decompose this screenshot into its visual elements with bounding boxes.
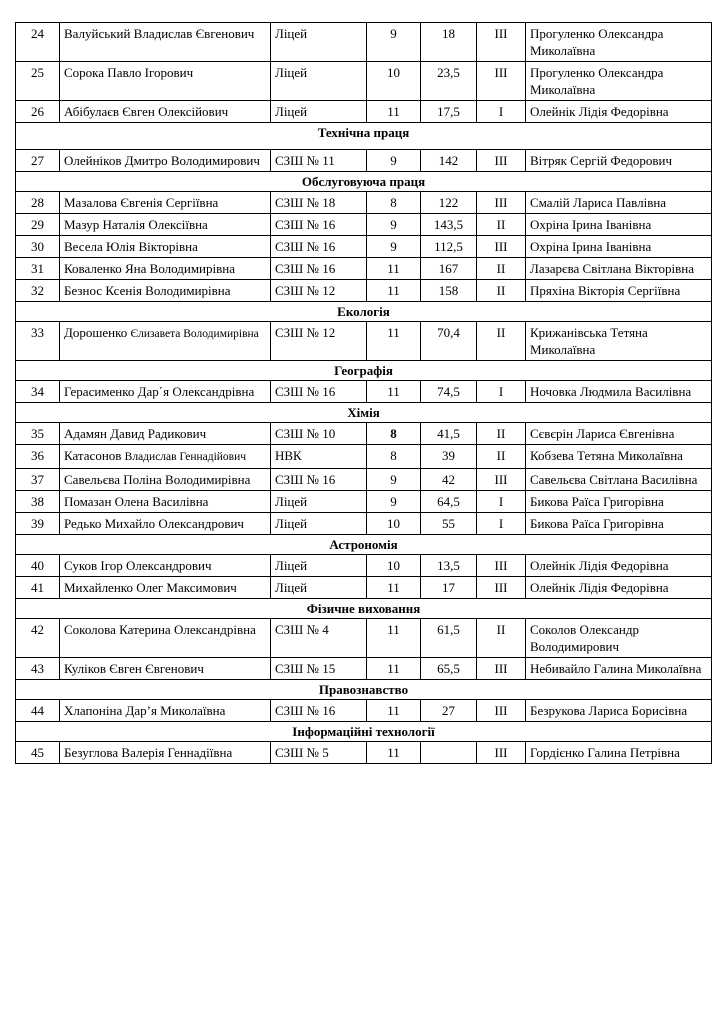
teacher-name: Ночовка Людмила Василівна	[526, 381, 712, 403]
table-row	[16, 491, 712, 513]
section-title: Технічна праця	[16, 123, 712, 150]
grade-cell: 9	[367, 491, 421, 513]
student-name: Савельєва Поліна Володимирівна	[60, 469, 271, 491]
score-cell: 70,4	[421, 322, 477, 361]
table-row	[16, 555, 712, 577]
row-number: 33	[16, 322, 60, 361]
row-number: 40	[16, 555, 60, 577]
table-row	[16, 280, 712, 302]
school-name: Ліцей	[271, 491, 367, 513]
section-header-row	[16, 722, 712, 742]
student-name: Михайленко Олег Максимович	[60, 577, 271, 599]
place-cell: III	[477, 192, 526, 214]
grade-cell: 10	[367, 555, 421, 577]
student-name: Герасименко Дар΄я Олександрівна	[60, 381, 271, 403]
school-name: Ліцей	[271, 23, 367, 62]
place-cell: III	[477, 742, 526, 764]
student-name: Олейніков Дмитро Володимирович	[60, 150, 271, 172]
table-row	[16, 423, 712, 445]
score-cell: 142	[421, 150, 477, 172]
row-number: 44	[16, 700, 60, 722]
score-cell: 42	[421, 469, 477, 491]
student-surname: Дорошенко	[64, 325, 128, 340]
grade-cell: 11	[367, 101, 421, 123]
teacher-name: Пряхіна Вікторія Сергіївна	[526, 280, 712, 302]
score-cell: 112,5	[421, 236, 477, 258]
grade-cell: 11	[367, 381, 421, 403]
grade-cell: 10	[367, 513, 421, 535]
row-number: 34	[16, 381, 60, 403]
row-number: 43	[16, 658, 60, 680]
student-name: Хлапоніна Дар’я Миколаївна	[60, 700, 271, 722]
teacher-name: Кобзева Тетяна Миколаївна	[526, 445, 712, 469]
grade-cell: 8	[367, 423, 421, 445]
school-name: СЗШ № 11	[271, 150, 367, 172]
school-name: Ліцей	[271, 62, 367, 101]
score-cell: 167	[421, 258, 477, 280]
school-name: СЗШ № 16	[271, 700, 367, 722]
student-surname: Катасонов	[64, 448, 122, 463]
row-number: 45	[16, 742, 60, 764]
score-cell: 65,5	[421, 658, 477, 680]
section-title: Фізичне виховання	[16, 599, 712, 619]
row-number: 31	[16, 258, 60, 280]
grade-cell: 11	[367, 280, 421, 302]
teacher-name: Бикова Раїса Григорівна	[526, 491, 712, 513]
place-cell: III	[477, 658, 526, 680]
score-cell: 61,5	[421, 619, 477, 658]
student-name: Суков Ігор Олександрович	[60, 555, 271, 577]
table-row	[16, 619, 712, 658]
table-row	[16, 322, 712, 361]
section-title: Інформаційні технології	[16, 722, 712, 742]
table-row	[16, 445, 712, 469]
place-cell: III	[477, 23, 526, 62]
row-number: 42	[16, 619, 60, 658]
table-row	[16, 469, 712, 491]
row-number: 24	[16, 23, 60, 62]
place-cell: I	[477, 491, 526, 513]
grade-cell: 11	[367, 742, 421, 764]
section-header-row	[16, 172, 712, 192]
grade-cell: 11	[367, 619, 421, 658]
grade-cell: 9	[367, 469, 421, 491]
teacher-name: Смалій Лариса Павлівна	[526, 192, 712, 214]
score-cell: 41,5	[421, 423, 477, 445]
section-header-row	[16, 680, 712, 700]
table-row	[16, 101, 712, 123]
table-row	[16, 258, 712, 280]
teacher-name: Охріна Ірина Іванівна	[526, 214, 712, 236]
score-cell: 27	[421, 700, 477, 722]
teacher-name: Охріна Ірина Іванівна	[526, 236, 712, 258]
place-cell: II	[477, 619, 526, 658]
row-number: 29	[16, 214, 60, 236]
row-number: 30	[16, 236, 60, 258]
table-row	[16, 62, 712, 101]
school-name: СЗШ № 18	[271, 192, 367, 214]
grade-cell: 9	[367, 214, 421, 236]
teacher-name: Прогуленко Олександра Миколаївна	[526, 23, 712, 62]
table-row	[16, 192, 712, 214]
school-name: СЗШ № 12	[271, 280, 367, 302]
score-cell	[421, 742, 477, 764]
place-cell: III	[477, 577, 526, 599]
teacher-name: Соколов Олександр Володимирович	[526, 619, 712, 658]
school-name: СЗШ № 12	[271, 322, 367, 361]
teacher-name: Вітряк Сергій Федорович	[526, 150, 712, 172]
place-cell: III	[477, 150, 526, 172]
student-name: Безнос Ксенія Володимирівна	[60, 280, 271, 302]
section-header-row	[16, 361, 712, 381]
section-header-row	[16, 123, 712, 150]
results-table-body	[16, 23, 712, 764]
row-number: 35	[16, 423, 60, 445]
school-name: Ліцей	[271, 513, 367, 535]
table-row	[16, 658, 712, 680]
score-cell: 39	[421, 445, 477, 469]
student-name: Мазалова Євгенія Сергіївна	[60, 192, 271, 214]
grade-cell: 11	[367, 700, 421, 722]
place-cell: I	[477, 381, 526, 403]
table-row	[16, 513, 712, 535]
score-cell: 122	[421, 192, 477, 214]
teacher-name: Олейнік Лідія Федорівна	[526, 555, 712, 577]
score-cell: 158	[421, 280, 477, 302]
student-name: Безуглова Валерія Геннадіївна	[60, 742, 271, 764]
school-name: СЗШ № 5	[271, 742, 367, 764]
grade-cell: 9	[367, 236, 421, 258]
table-row	[16, 577, 712, 599]
teacher-name: Лазарєва Світлана Вікторівна	[526, 258, 712, 280]
student-given-names: Владислав Геннадійович	[124, 451, 247, 463]
grade-cell: 11	[367, 577, 421, 599]
score-cell: 55	[421, 513, 477, 535]
place-cell: III	[477, 700, 526, 722]
school-name: СЗШ № 16	[271, 258, 367, 280]
place-cell: II	[477, 322, 526, 361]
score-cell: 17	[421, 577, 477, 599]
row-number: 25	[16, 62, 60, 101]
table-row	[16, 742, 712, 764]
teacher-name: Бикова Раїса Григорівна	[526, 513, 712, 535]
grade-cell: 11	[367, 658, 421, 680]
table-row	[16, 381, 712, 403]
grade-cell: 10	[367, 62, 421, 101]
section-title: Хімія	[16, 403, 712, 423]
score-cell: 143,5	[421, 214, 477, 236]
row-number: 26	[16, 101, 60, 123]
row-number: 27	[16, 150, 60, 172]
grade-cell: 11	[367, 322, 421, 361]
score-cell: 23,5	[421, 62, 477, 101]
score-cell: 64,5	[421, 491, 477, 513]
section-header-row	[16, 535, 712, 555]
teacher-name: Прогуленко Олександра Миколаївна	[526, 62, 712, 101]
row-number: 39	[16, 513, 60, 535]
school-name: Ліцей	[271, 555, 367, 577]
teacher-name: Небивайло Галина Миколаївна	[526, 658, 712, 680]
place-cell: II	[477, 214, 526, 236]
place-cell: III	[477, 469, 526, 491]
section-title: Обслуговуюча праця	[16, 172, 712, 192]
student-given-names: Єлизавета Володимирівна	[130, 328, 259, 340]
teacher-name: Олейнік Лідія Федорівна	[526, 577, 712, 599]
teacher-name: Крижанівська Тетяна Миколаївна	[526, 322, 712, 361]
student-name: Соколова Катерина Олександрівна	[60, 619, 271, 658]
score-cell: 18	[421, 23, 477, 62]
school-name: Ліцей	[271, 101, 367, 123]
section-title: Астрономія	[16, 535, 712, 555]
row-number: 41	[16, 577, 60, 599]
table-row	[16, 214, 712, 236]
grade-cell: 8	[367, 192, 421, 214]
score-cell: 13,5	[421, 555, 477, 577]
school-name: СЗШ № 16	[271, 214, 367, 236]
student-name	[60, 445, 271, 469]
grade-cell: 9	[367, 150, 421, 172]
school-name: НВК	[271, 445, 367, 469]
table-row	[16, 150, 712, 172]
teacher-name: Сєвєрін Лариса Євгенівна	[526, 423, 712, 445]
student-name: Мазур Наталія Олексіївна	[60, 214, 271, 236]
teacher-name: Савельєва Світлана Василівна	[526, 469, 712, 491]
grade-cell: 9	[367, 23, 421, 62]
section-header-row	[16, 599, 712, 619]
score-cell: 17,5	[421, 101, 477, 123]
student-name	[60, 322, 271, 361]
row-number: 28	[16, 192, 60, 214]
place-cell: III	[477, 236, 526, 258]
student-name: Адамян Давид Радикович	[60, 423, 271, 445]
row-number: 36	[16, 445, 60, 469]
student-name: Редько Михайло Олександрович	[60, 513, 271, 535]
place-cell: II	[477, 423, 526, 445]
row-number: 37	[16, 469, 60, 491]
place-cell: I	[477, 101, 526, 123]
student-name: Сорока Павло Ігорович	[60, 62, 271, 101]
results-table	[15, 22, 712, 764]
section-title: Правознавство	[16, 680, 712, 700]
table-row	[16, 236, 712, 258]
row-number: 32	[16, 280, 60, 302]
section-header-row	[16, 403, 712, 423]
student-name: Весела Юлія Вікторівна	[60, 236, 271, 258]
student-name: Коваленко Яна Володимирівна	[60, 258, 271, 280]
school-name: СЗШ № 16	[271, 469, 367, 491]
grade-cell: 11	[367, 258, 421, 280]
teacher-name: Гордієнко Галина Петрівна	[526, 742, 712, 764]
student-name: Помазан Олена Василівна	[60, 491, 271, 513]
place-cell: II	[477, 445, 526, 469]
student-name: Куліков Євген Євгенович	[60, 658, 271, 680]
place-cell: III	[477, 555, 526, 577]
place-cell: II	[477, 280, 526, 302]
section-header-row	[16, 302, 712, 322]
place-cell: II	[477, 258, 526, 280]
teacher-name: Олейнік Лідія Федорівна	[526, 101, 712, 123]
section-title: Екологія	[16, 302, 712, 322]
school-name: СЗШ № 16	[271, 236, 367, 258]
student-name: Валуйський Владислав Євгенович	[60, 23, 271, 62]
school-name: СЗШ № 15	[271, 658, 367, 680]
row-number: 38	[16, 491, 60, 513]
school-name: Ліцей	[271, 577, 367, 599]
section-title: Географія	[16, 361, 712, 381]
teacher-name: Безрукова Лариса Борисівна	[526, 700, 712, 722]
table-row	[16, 700, 712, 722]
school-name: СЗШ № 4	[271, 619, 367, 658]
place-cell: I	[477, 513, 526, 535]
place-cell: III	[477, 62, 526, 101]
student-name: Абібулаєв Євген Олексійович	[60, 101, 271, 123]
table-row	[16, 23, 712, 62]
score-cell: 74,5	[421, 381, 477, 403]
grade-cell: 8	[367, 445, 421, 469]
school-name: СЗШ № 16	[271, 381, 367, 403]
school-name: СЗШ № 10	[271, 423, 367, 445]
